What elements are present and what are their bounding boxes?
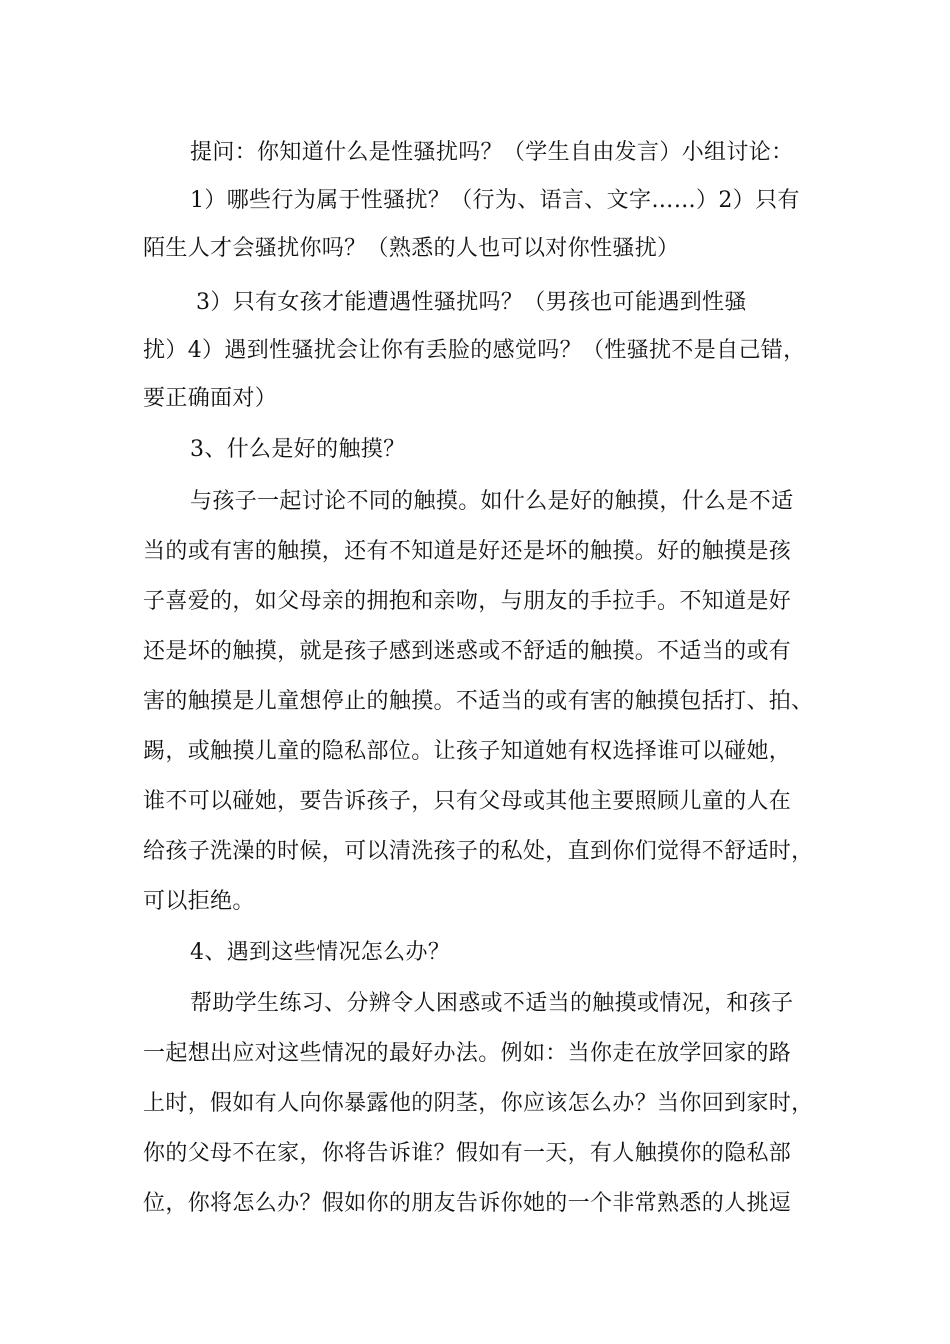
- section-heading: 4、遇到这些情况怎么办？: [190, 940, 451, 965]
- text-line: 上时，假如有人向你暴露他的阴茎，你应该怎么办？当你回到家时，: [143, 1091, 814, 1116]
- text-line: 子喜爱的，如父母亲的拥抱和亲吻，与朋友的手拉手。不知道是好: [143, 589, 792, 614]
- text-line: 你的父母不在家，你将告诉谁？假如有一天，有人触摸你的隐私部: [143, 1141, 792, 1166]
- text-line: 害的触摸是儿童想停止的触摸。不适当的或有害的触摸包括打、拍、: [143, 689, 814, 714]
- section-heading: 3、什么是好的触摸？: [190, 437, 406, 462]
- text-line: 陌生人才会骚扰你吗？（熟悉的人也可以对你性骚扰）: [143, 236, 680, 261]
- text-line: 当的或有害的触摸，还有不知道是好还是坏的触摸。好的触摸是孩: [143, 539, 792, 564]
- text-line: 一起想出应对这些情况的最好办法。例如：当你走在放学回家的路: [143, 1041, 792, 1066]
- text-line: 提问：你知道什么是性骚扰吗？（学生自由发言）小组讨论：: [190, 140, 794, 165]
- text-line: 踢，或触摸儿童的隐私部位。让孩子知道她有权选择谁可以碰她，: [143, 739, 792, 764]
- text-line: 帮助学生练习、分辨令人困惑或不适当的触摸或情况，和孩子: [190, 991, 794, 1016]
- text-line: 位，你将怎么办？假如你的朋友告诉你她的一个非常熟悉的人挑逗: [143, 1191, 792, 1216]
- text-line: 还是坏的触摸，就是孩子感到迷惑或不舒适的触摸。不适当的或有: [143, 639, 792, 664]
- text-line: 3）只有女孩才能遭遇性骚扰吗？（男孩也可能遇到性骚: [196, 290, 747, 315]
- text-line: 可以拒绝。: [143, 889, 255, 914]
- text-line: 给孩子洗澡的时候，可以清洗孩子的私处，直到你们觉得不舒适时，: [143, 839, 814, 864]
- text-line: 1）哪些行为属于性骚扰？（行为、语言、文字……）2）只有: [190, 188, 800, 213]
- text-line: 谁不可以碰她，要告诉孩子，只有父母或其他主要照顾儿童的人在: [143, 789, 792, 814]
- text-line: 扰）4）遇到性骚扰会让你有丢脸的感觉吗？（性骚扰不是自己错，: [143, 338, 806, 363]
- text-line: 要正确面对）: [143, 386, 278, 411]
- text-line: 与孩子一起讨论不同的触摸。如什么是好的触摸，什么是不适: [190, 489, 794, 514]
